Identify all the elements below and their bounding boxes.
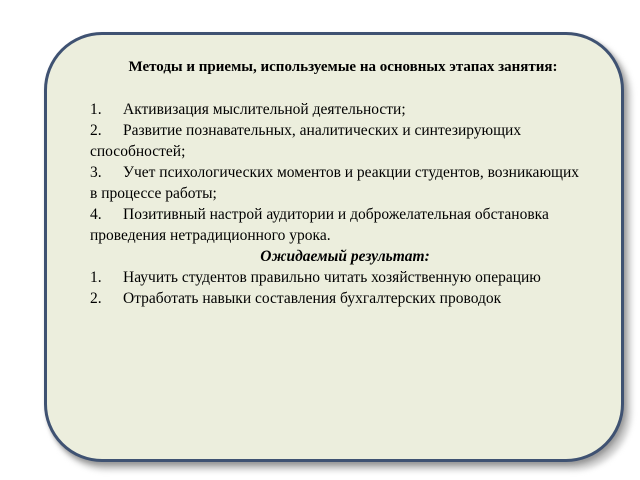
results-list: [90, 267, 590, 309]
methods-list-item: [90, 162, 590, 204]
list-item-text: Активизация мыслительной деятельности;: [123, 101, 406, 118]
list-number: 1.: [90, 269, 102, 286]
methods-list-item: [90, 204, 590, 246]
list-item-text: Научить студентов правильно читать хозяйственную операцию: [123, 269, 541, 286]
list-item-text: Учет психологических моментов и реакции студентов, возникающих в процессе работы;: [90, 164, 580, 202]
result-heading: Ожидаемый результат:: [260, 248, 430, 265]
methods-list-item: [90, 120, 590, 162]
methods-list-item: [90, 99, 590, 120]
card-content: [90, 57, 590, 309]
list-number: 2.: [90, 290, 102, 307]
list-number: 3.: [90, 164, 102, 181]
methods-list: [90, 99, 590, 246]
list-item-text: Отработать навыки составления бухгалтерских проводок: [123, 290, 502, 307]
list-number: 2.: [90, 122, 102, 139]
list-number: 4.: [90, 206, 102, 223]
results-list-item: [90, 288, 590, 309]
list-item-text: Развитие познавательных, аналитических и синтезирующих способностей;: [90, 122, 522, 160]
list-item-text: Позитивный настрой аудитории и доброжелательная обстановка проведения нетрадиционного урока.: [90, 206, 549, 244]
methods-heading: Методы и приемы, используемые на основных этапах занятия:: [128, 59, 558, 75]
list-number: 1.: [90, 101, 102, 118]
results-list-item: [90, 267, 590, 288]
